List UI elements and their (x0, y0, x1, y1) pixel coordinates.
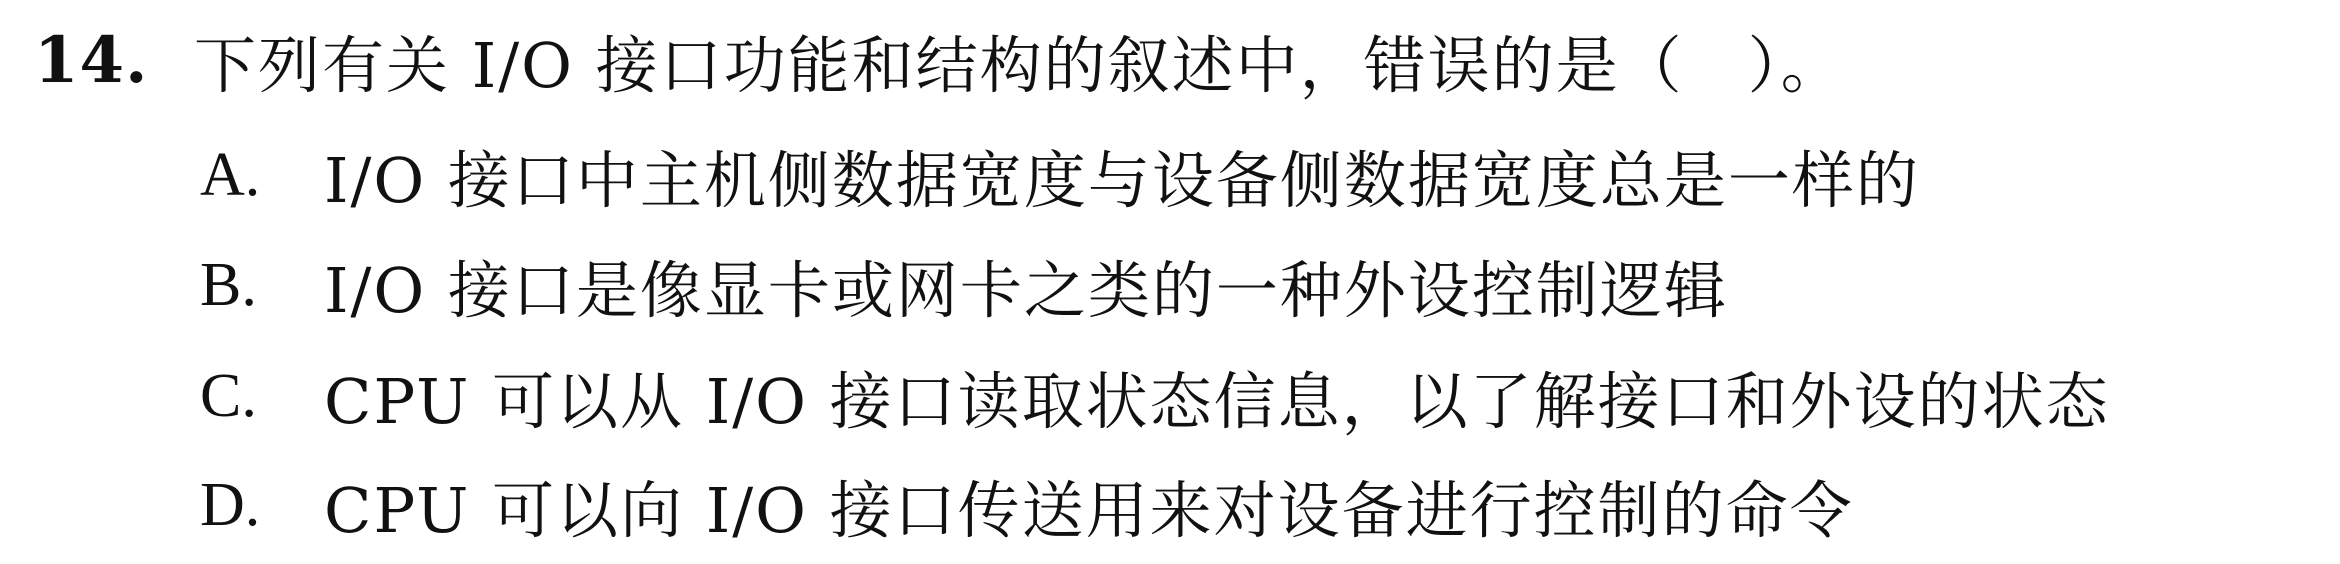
option-a[interactable] (200, 125, 1920, 225)
option-b-text: I/O 接口是像显卡或网卡之类的一种外设控制逻辑 (324, 253, 1728, 327)
question-text: 下列有关 I/O 接口功能和结构的叙述中，错误的是（ ）。 (194, 28, 1845, 102)
option-a-text: I/O 接口中主机侧数据宽度与设备侧数据宽度总是一样的 (324, 143, 1920, 217)
option-b-label: B. (200, 250, 257, 319)
question-number: 14. (34, 22, 149, 98)
option-d[interactable] (200, 455, 1854, 555)
option-b[interactable] (200, 235, 1728, 335)
option-d-label: D. (200, 470, 261, 539)
option-c[interactable] (200, 346, 2110, 446)
question-stem (34, 10, 1845, 110)
option-c-text: CPU 可以从 I/O 接口读取状态信息，以了解接口和外设的状态 (324, 364, 2110, 438)
option-c-label: C. (200, 361, 257, 430)
option-a-label: A. (200, 140, 261, 209)
option-d-text: CPU 可以向 I/O 接口传送用来对设备进行控制的命令 (324, 473, 1854, 547)
